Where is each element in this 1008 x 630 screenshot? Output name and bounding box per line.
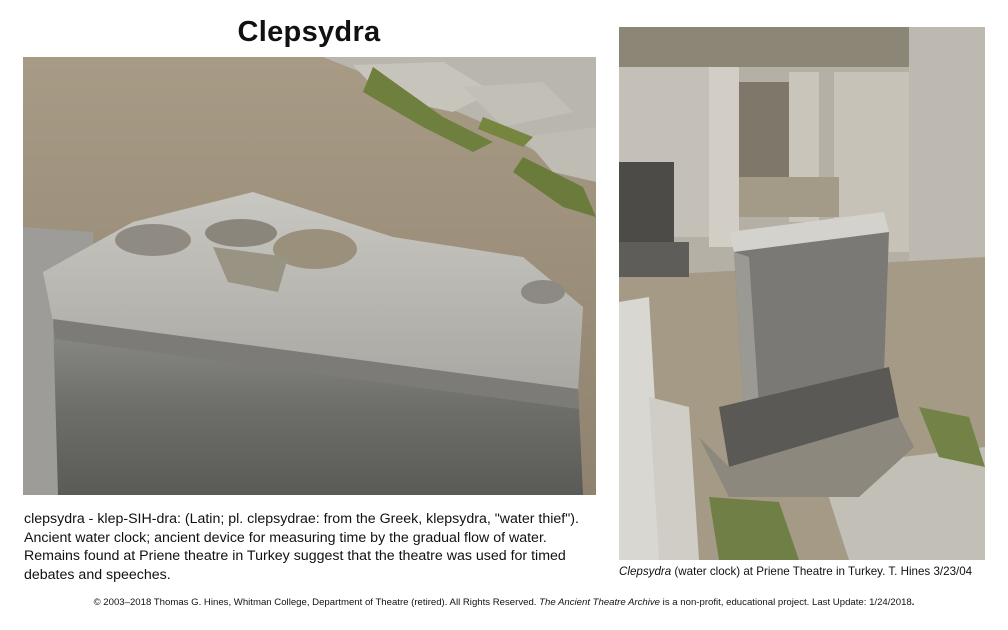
- priene-theatre-photo: [619, 27, 985, 560]
- clepsydra-closeup-photo: [23, 57, 596, 495]
- footer-period: .: [911, 597, 915, 608]
- caption-term: Clepsydra: [619, 565, 672, 578]
- page-title: Clepsydra: [237, 16, 381, 48]
- copyright-footer: [0, 597, 1008, 608]
- footer-project-note: is a non-profit, educational project. Last Update: 1/24/2018: [660, 597, 912, 608]
- photo-caption: [619, 565, 999, 578]
- footer-archive-name: The Ancient Theatre Archive: [539, 597, 661, 608]
- caption-text: (water clock) at Priene Theatre in Turkey. T. Hines 3/23/04: [671, 565, 973, 578]
- footer-copyright: © 2003–2018 Thomas G. Hines, Whitman College, Department of Theatre (retired). All Rights Reserved.: [93, 597, 540, 608]
- term-description: clepsydra - klep-SIH-dra: (Latin; pl. clepsydrae: from the Greek, klepsydra, "water thief"). Ancient water clock; ancient device for measuring time by the gradual flow of water. Remains found at Priene theatre in Turkey suggest that the theatre was used for timed debates and speeches.: [24, 511, 579, 583]
